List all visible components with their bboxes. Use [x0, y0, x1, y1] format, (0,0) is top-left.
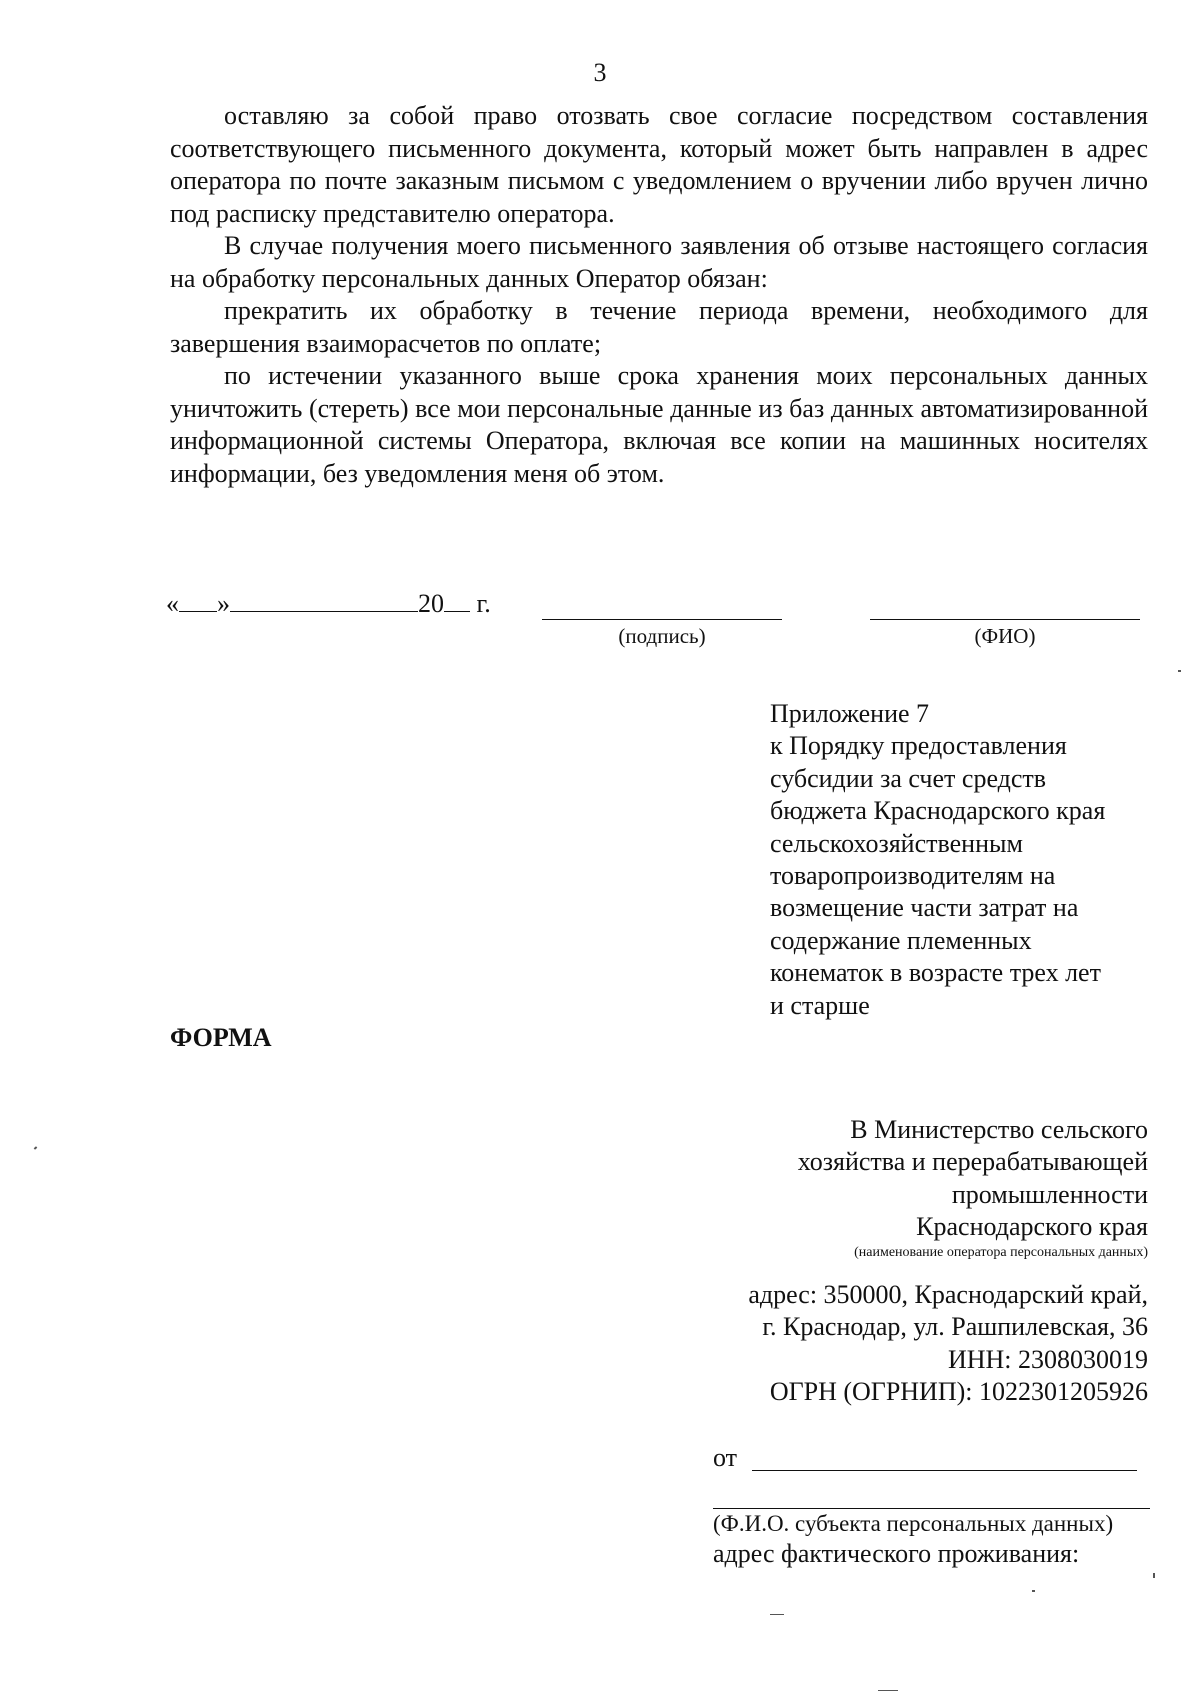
month-blank[interactable] — [230, 589, 418, 612]
recipient-line: Краснодарского края — [916, 1211, 1148, 1241]
full-name-line[interactable] — [870, 619, 1140, 620]
operator-address-block — [588, 1279, 1148, 1408]
recipient-line: промышленности — [951, 1179, 1148, 1209]
inn-line: ИНН: 2308030019 — [947, 1344, 1148, 1374]
scan-speck — [34, 1146, 38, 1149]
signature-line[interactable] — [542, 619, 782, 620]
date-quote-close: » — [217, 589, 230, 618]
signature-caption: (подпись) — [618, 624, 706, 648]
scan-speck — [770, 1614, 784, 1615]
full-name-caption: (ФИО) — [974, 624, 1036, 648]
appendix-line: товаропроизводителям на — [770, 861, 1056, 891]
year-suffix: г. — [476, 589, 491, 618]
appendix-line: и старше — [770, 990, 870, 1020]
year-prefix: 20 — [418, 589, 444, 618]
applicant-name-line-2[interactable] — [713, 1508, 1150, 1509]
applicant-name-line[interactable] — [752, 1470, 1137, 1471]
page-number: 3 — [593, 58, 607, 87]
ogrn-line: ОГРН (ОГРНИП): 1022301205926 — [769, 1376, 1148, 1406]
recipient-line: В Министерство сельского — [850, 1115, 1148, 1144]
recipient-line: хозяйства и перерабатывающей — [797, 1147, 1148, 1177]
appendix-heading — [770, 698, 1170, 1022]
appendix-line: бюджета Краснодарского края — [770, 796, 1106, 826]
consent-text — [170, 100, 1148, 490]
appendix-line: конематок в возрасте трех лет — [770, 958, 1101, 988]
appendix-line: возмещение части затрат на — [770, 893, 1079, 923]
applicant-name-caption: (Ф.И.О. субъекта персональных данных) — [713, 1511, 1114, 1536]
address-line: адрес: 350000, Краснодарский край, — [748, 1280, 1148, 1309]
scan-speck — [1178, 670, 1181, 672]
recipient-block — [588, 1114, 1148, 1243]
paragraph-stop-processing: прекратить их обработку в течение периода времени, необходимого для завершения взаиморасчетов по оплате; — [170, 296, 1148, 358]
appendix-line: содержание племенных — [770, 925, 1032, 955]
appendix-line: сельскохозяйственным — [770, 828, 1023, 858]
scan-speck — [1032, 1590, 1035, 1592]
date-field[interactable] — [166, 588, 491, 620]
date-quote-open: « — [166, 589, 179, 618]
appendix-line: субсидии за счет средств — [770, 763, 1047, 793]
residence-address-label: адрес фактического проживания: — [713, 1539, 1080, 1568]
year-blank[interactable] — [444, 589, 470, 612]
paragraph-revocation-right: оставляю за собой право отозвать свое согласие посредством составления соответствующего письменного документа, который может быть направлен в адрес оператора по почте заказным письмом с уведомлением о вручении либо вручен лично под расписку представителю оператора. — [170, 101, 1148, 228]
scan-speck — [1153, 1573, 1155, 1578]
appendix-line: Приложение 7 — [770, 699, 930, 728]
paragraph-revocation-case: В случае получения моего письменного заявления об отзыве настоящего согласия на обработку персональных данных Оператор обязан: — [170, 231, 1148, 293]
address-line: г. Краснодар, ул. Рашпилевская, 36 — [762, 1312, 1148, 1342]
day-blank[interactable] — [179, 589, 217, 612]
from-label: от — [713, 1443, 738, 1472]
recipient-caption: (наименование оператора персональных данных) — [854, 1245, 1148, 1260]
paragraph-destroy-data: по истечении указанного выше срока хранения моих персональных данных уничтожить (стереть) все мои персональные данные из баз данных автоматизированной информационной системы Оператора, включая все копии на машинных носителях информации, без уведомления меня об этом. — [170, 361, 1148, 488]
appendix-line: к Порядку предоставления — [770, 731, 1067, 761]
form-title: ФОРМА — [170, 1023, 272, 1052]
scan-speck — [878, 1690, 898, 1691]
